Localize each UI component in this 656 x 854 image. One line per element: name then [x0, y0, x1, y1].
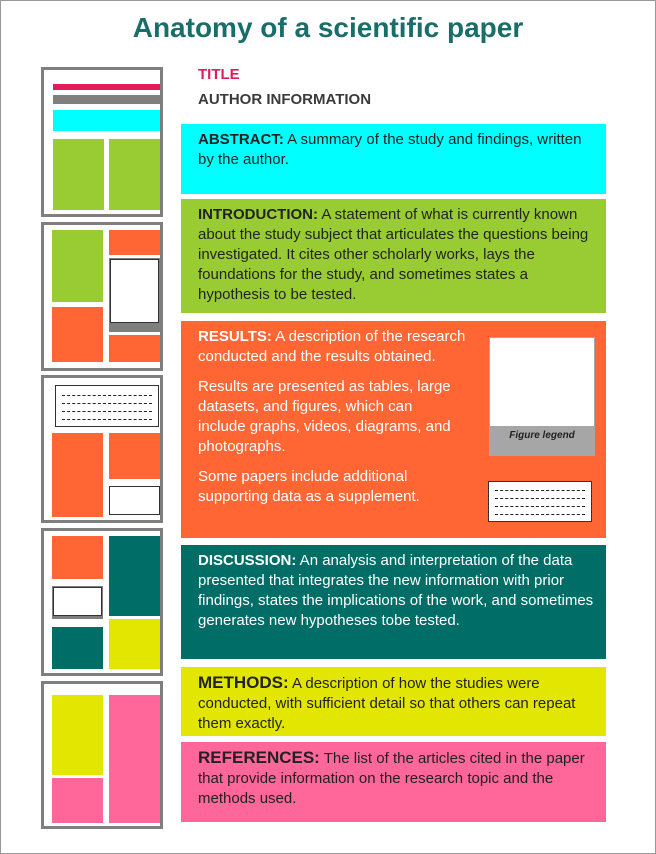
figure-legend-caption: Figure legend — [509, 430, 575, 441]
thumb-figure — [109, 258, 160, 332]
discussion-text: An analysis and interpretation of the data presented that integrates the new information with prior findings, states the implications of the work, and sometimes generates new hypotheses tobe tested. — [198, 552, 594, 629]
thumb-methods-block — [52, 695, 103, 775]
references-label: REFERENCES: — [198, 748, 320, 767]
methods-text: A description of how the studies were conducted, with sufficient detail so that others can repeat them exactly. — [198, 675, 576, 732]
thumb-discussion-block — [109, 536, 160, 616]
results-table-icon — [488, 481, 592, 522]
author-information-label: AUTHOR INFORMATION — [198, 91, 372, 108]
abstract-section — [181, 124, 606, 194]
discussion-section — [181, 545, 606, 659]
thumbnail-page-2 — [41, 222, 163, 371]
page-title: Anatomy of a scientific paper — [132, 12, 524, 43]
thumbnail-page-4 — [41, 528, 163, 676]
thumb-results-block — [52, 536, 103, 579]
thumb-references-block — [109, 695, 160, 823]
thumb-references-block — [52, 778, 103, 823]
introduction-section — [181, 199, 606, 313]
references-section — [181, 742, 606, 822]
methods-label: METHODS: — [198, 673, 289, 692]
thumbnail-page-3 — [41, 375, 163, 523]
references-text: The list of the articles cited in the paper that provide information on the research topic and the methods used. — [198, 750, 585, 807]
thumbnail-page-1 — [41, 67, 163, 217]
introduction-text: A statement of what is currently known about the study subject that articulates the questions being investigated. It cites other scholarly works, lays the foundations for the study, and sometimes states a hypothesis to be tested. — [198, 206, 589, 303]
thumb-table-small — [52, 586, 103, 619]
thumb-table — [55, 385, 159, 427]
abstract-text: A summary of the study and findings, written by the author. — [198, 131, 582, 168]
figure-image-area — [490, 338, 594, 426]
abstract-label: ABSTRACT: — [198, 131, 284, 148]
thumb-results-block — [109, 230, 160, 255]
figure-placeholder — [489, 337, 595, 456]
thumb-results-block — [52, 433, 103, 517]
paper-title-label: TITLE — [198, 66, 240, 83]
discussion-label: DISCUSSION: — [198, 552, 297, 569]
thumb-results-block — [109, 335, 160, 362]
thumbnail-page-5 — [41, 681, 163, 829]
thumb-results-block — [109, 433, 160, 479]
results-paragraph-3: Some papers include additional supporting data as a supplement. — [198, 468, 420, 505]
results-paragraph-2: Results are presented as tables, large datasets, and figures, which can include graphs, videos, diagrams, and photographs. — [198, 378, 451, 455]
thumb-intro-block — [52, 230, 103, 302]
introduction-label: INTRODUCTION: — [198, 206, 318, 223]
thumb-methods-block — [109, 619, 160, 669]
thumb-author-bar — [53, 95, 160, 104]
methods-section — [181, 667, 606, 736]
thumb-intro-block-right — [109, 139, 160, 210]
thumb-abstract-block — [53, 110, 160, 131]
results-text: A description of the research conducted and the results obtained. — [198, 328, 466, 365]
thumb-results-block — [52, 307, 103, 362]
thumb-title-bar — [53, 84, 160, 90]
thumb-discussion-block — [52, 627, 103, 669]
thumb-table-small — [109, 486, 160, 515]
results-label: RESULTS: — [198, 328, 272, 345]
thumb-intro-block-left — [53, 139, 104, 210]
